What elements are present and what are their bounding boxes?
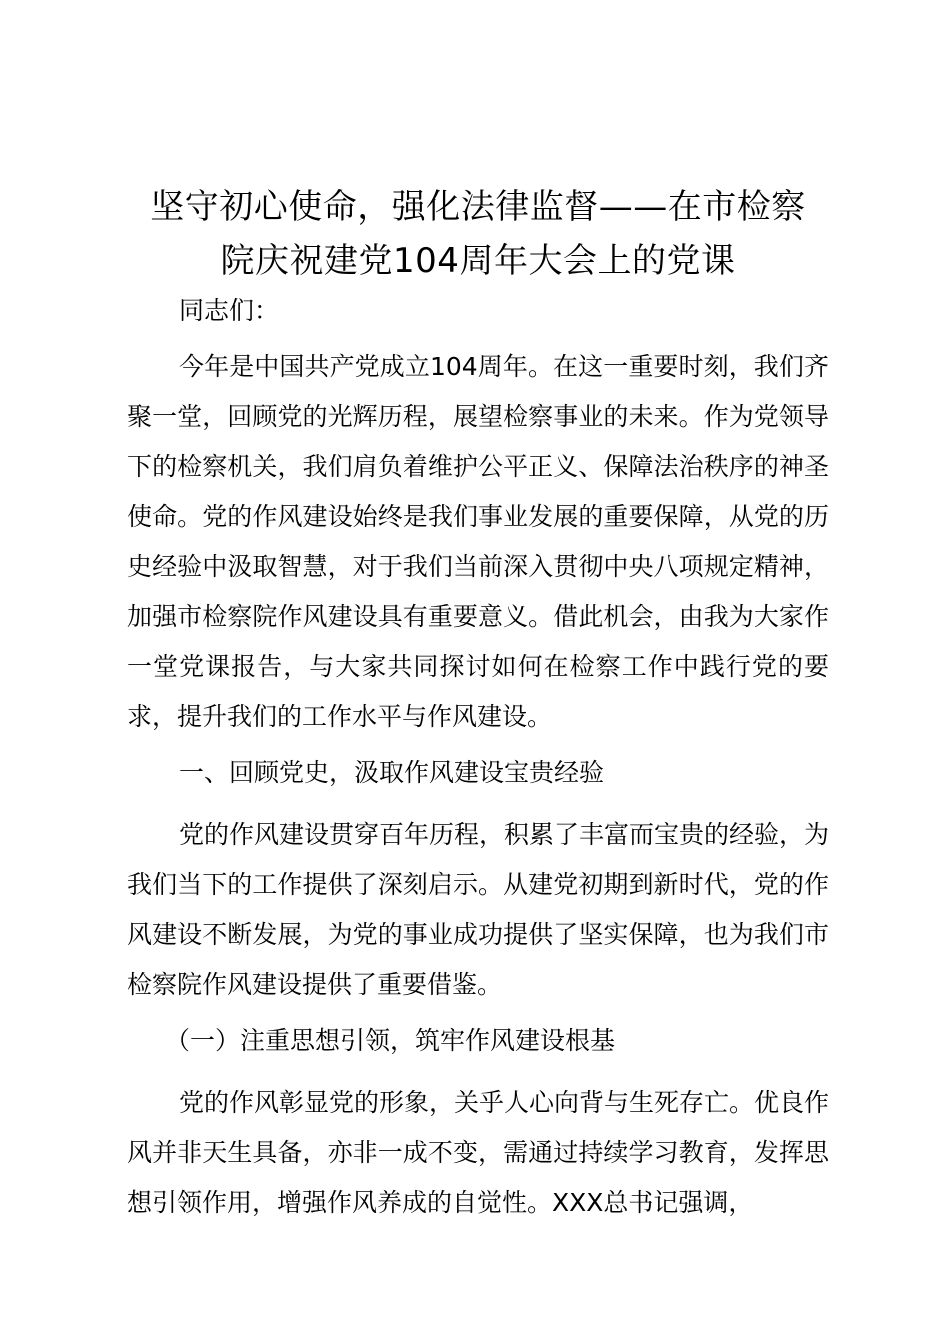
- subsection-heading-1: （一）注重思想引领，筑牢作风建设根基: [165, 1026, 616, 1055]
- section-heading-1: 一、回顾党史，汲取作风建设宝贵经验: [179, 758, 605, 787]
- document-page: [127, 180, 829, 1228]
- body-paragraph-3: 党的作风彰显党的形象，关乎人心向背与生死存亡。优良作风并非天生具备，亦非一成不变，需通过持续学习教育，发挥思想引领作用，增强作风养成的自觉性。XXX总书记强调，: [127, 1088, 830, 1217]
- salutation: 同志们：: [179, 296, 280, 325]
- document-title-line1: 坚守初心使命，强化法律监督——在市检察: [150, 187, 806, 227]
- body-paragraph-2: 党的作风建设贯穿百年历程，积累了丰富而宝贵的经验，为我们当下的工作提供了深刻启示。从建党初期到新时代，党的作风建设不断发展，为党的事业成功提供了坚实保障，也为我们市检察院作风建设提供了重要借鉴。: [127, 820, 830, 999]
- document-title-line2: 院庆祝建党104周年大会上的党课: [220, 241, 736, 281]
- body-paragraph-1: 今年是中国共产党成立104周年。在这一重要时刻，我们齐聚一堂，回顾党的光辉历程，展望检察事业的未来。作为党领导下的检察机关，我们肩负着维护公平正义、保障法治秩序的神圣使命。党的作风建设始终是我们事业发展的重要保障，从党的历史经验中汲取智慧，对于我们当前深入贯彻中央八项规定精神，加强市检察院作风建设具有重要意义。借此机会，由我为大家作一堂党课报告，与大家共同探讨如何在检察工作中践行党的要求，提升我们的工作水平与作风建设。: [127, 352, 829, 731]
- document-title: [127, 180, 829, 288]
